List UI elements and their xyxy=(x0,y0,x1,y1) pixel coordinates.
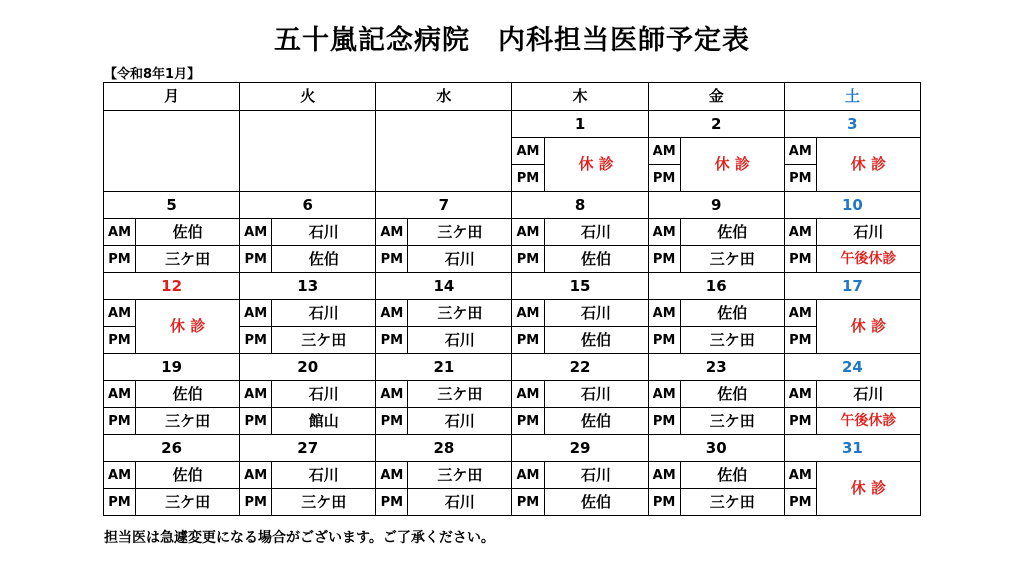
date-cell: 29 xyxy=(512,435,648,462)
am-label: AM xyxy=(376,381,408,408)
pm-label: PM xyxy=(784,165,816,192)
pm-label: PM xyxy=(784,327,816,354)
pm-label: PM xyxy=(376,489,408,516)
pm-doctor: 三ケ田 xyxy=(680,246,784,273)
pm-row xyxy=(104,489,921,516)
empty-day-cell xyxy=(376,138,512,192)
am-label: AM xyxy=(648,219,680,246)
date-cell: 5 xyxy=(104,192,240,219)
date-cell: 24 xyxy=(784,354,920,381)
closed-cell: 休 診 xyxy=(136,300,240,354)
am-label: AM xyxy=(784,300,816,327)
am-doctor: 石川 xyxy=(272,219,376,246)
empty-date-cell xyxy=(376,111,512,138)
date-row xyxy=(104,192,921,219)
date-cell: 9 xyxy=(648,192,784,219)
am-row xyxy=(104,381,921,408)
pm-label: PM xyxy=(240,327,272,354)
closed-cell: 休 診 xyxy=(816,300,920,354)
date-cell: 23 xyxy=(648,354,784,381)
am-doctor: 石川 xyxy=(272,462,376,489)
date-cell: 6 xyxy=(240,192,376,219)
pm-doctor: 三ケ田 xyxy=(680,489,784,516)
am-label: AM xyxy=(376,300,408,327)
date-row xyxy=(104,273,921,300)
date-cell: 19 xyxy=(104,354,240,381)
am-label: AM xyxy=(648,462,680,489)
am-label: AM xyxy=(512,462,544,489)
am-doctor: 三ケ田 xyxy=(408,219,512,246)
am-label: AM xyxy=(648,381,680,408)
am-doctor: 石川 xyxy=(272,300,376,327)
weekday-header: 水 xyxy=(376,83,512,111)
date-cell: 17 xyxy=(784,273,920,300)
am-label: AM xyxy=(104,219,136,246)
am-doctor: 石川 xyxy=(544,381,648,408)
pm-doctor: 佐伯 xyxy=(544,489,648,516)
pm-label: PM xyxy=(648,246,680,273)
am-doctor: 佐伯 xyxy=(680,381,784,408)
am-doctor: 三ケ田 xyxy=(408,300,512,327)
date-cell: 3 xyxy=(784,111,920,138)
am-label: AM xyxy=(376,462,408,489)
pm-doctor: 佐伯 xyxy=(544,246,648,273)
am-row xyxy=(104,300,921,327)
am-label: AM xyxy=(240,219,272,246)
pm-label: PM xyxy=(512,165,544,192)
empty-day-cell xyxy=(240,138,376,192)
pm-label: PM xyxy=(104,246,136,273)
pm-label: PM xyxy=(784,489,816,516)
am-label: AM xyxy=(648,300,680,327)
am-doctor: 石川 xyxy=(272,381,376,408)
closed-cell: 休 診 xyxy=(544,138,648,192)
am-doctor: 佐伯 xyxy=(680,219,784,246)
am-doctor: 佐伯 xyxy=(136,462,240,489)
pm-doctor: 石川 xyxy=(408,408,512,435)
am-label: AM xyxy=(376,219,408,246)
date-cell: 15 xyxy=(512,273,648,300)
pm-doctor: 石川 xyxy=(408,489,512,516)
am-row xyxy=(104,462,921,489)
pm-doctor: 石川 xyxy=(408,327,512,354)
am-row xyxy=(104,219,921,246)
date-cell: 2 xyxy=(648,111,784,138)
pm-doctor: 三ケ田 xyxy=(136,489,240,516)
am-label: AM xyxy=(648,138,680,165)
pm-label: PM xyxy=(376,246,408,273)
date-cell: 26 xyxy=(104,435,240,462)
date-cell: 8 xyxy=(512,192,648,219)
am-label: AM xyxy=(104,300,136,327)
doctor-schedule-table xyxy=(103,82,921,516)
pm-label: PM xyxy=(376,327,408,354)
pm-label: PM xyxy=(240,408,272,435)
pm-label: PM xyxy=(648,489,680,516)
period-label: 【令和8年1月】 xyxy=(104,67,201,82)
empty-date-cell xyxy=(104,111,240,138)
date-cell: 27 xyxy=(240,435,376,462)
date-cell: 28 xyxy=(376,435,512,462)
pm-label: PM xyxy=(648,165,680,192)
weekday-header: 金 xyxy=(648,83,784,111)
date-row xyxy=(104,435,921,462)
pm-doctor: 石川 xyxy=(408,246,512,273)
date-cell: 20 xyxy=(240,354,376,381)
pm-label: PM xyxy=(240,489,272,516)
am-label: AM xyxy=(104,381,136,408)
pm-doctor: 佐伯 xyxy=(272,246,376,273)
date-cell: 10 xyxy=(784,192,920,219)
date-row xyxy=(104,111,921,138)
am-label: AM xyxy=(240,381,272,408)
pm-label: PM xyxy=(240,246,272,273)
pm-label: PM xyxy=(784,408,816,435)
am-row xyxy=(104,138,921,165)
am-doctor: 佐伯 xyxy=(680,300,784,327)
pm-label: PM xyxy=(784,246,816,273)
pm-closed: 午後休診 xyxy=(816,246,920,273)
date-cell: 30 xyxy=(648,435,784,462)
pm-label: PM xyxy=(376,408,408,435)
pm-label: PM xyxy=(512,327,544,354)
am-doctor: 石川 xyxy=(544,462,648,489)
am-doctor: 三ケ田 xyxy=(408,462,512,489)
pm-row xyxy=(104,246,921,273)
am-label: AM xyxy=(784,219,816,246)
am-label: AM xyxy=(104,462,136,489)
closed-cell: 休 診 xyxy=(816,138,920,192)
pm-label: PM xyxy=(104,408,136,435)
pm-label: PM xyxy=(648,327,680,354)
am-doctor: 石川 xyxy=(816,219,920,246)
am-doctor: 三ケ田 xyxy=(408,381,512,408)
empty-day-cell xyxy=(104,138,240,192)
pm-doctor: 三ケ田 xyxy=(136,246,240,273)
pm-doctor: 三ケ田 xyxy=(272,327,376,354)
closed-cell: 休 診 xyxy=(680,138,784,192)
page-title: 五十嵐記念病院 内科担当医師予定表 xyxy=(274,25,750,56)
date-cell: 21 xyxy=(376,354,512,381)
date-row xyxy=(104,354,921,381)
am-label: AM xyxy=(240,300,272,327)
pm-doctor: 三ケ田 xyxy=(680,327,784,354)
date-cell: 12 xyxy=(104,273,240,300)
am-label: AM xyxy=(512,138,544,165)
pm-doctor: 三ケ田 xyxy=(680,408,784,435)
pm-label: PM xyxy=(512,408,544,435)
pm-row xyxy=(104,408,921,435)
pm-doctor: 三ケ田 xyxy=(136,408,240,435)
date-cell: 14 xyxy=(376,273,512,300)
am-doctor: 石川 xyxy=(816,381,920,408)
date-cell: 7 xyxy=(376,192,512,219)
pm-label: PM xyxy=(104,327,136,354)
am-doctor: 石川 xyxy=(544,219,648,246)
am-label: AM xyxy=(784,138,816,165)
date-cell: 1 xyxy=(512,111,648,138)
am-label: AM xyxy=(784,381,816,408)
pm-doctor: 三ケ田 xyxy=(272,489,376,516)
weekday-header: 木 xyxy=(512,83,648,111)
date-cell: 16 xyxy=(648,273,784,300)
pm-doctor: 館山 xyxy=(272,408,376,435)
empty-date-cell xyxy=(240,111,376,138)
am-label: AM xyxy=(512,219,544,246)
am-label: AM xyxy=(512,300,544,327)
weekday-header: 月 xyxy=(104,83,240,111)
am-doctor: 佐伯 xyxy=(680,462,784,489)
pm-label: PM xyxy=(512,489,544,516)
date-cell: 31 xyxy=(784,435,920,462)
pm-doctor: 佐伯 xyxy=(544,327,648,354)
footer-note: 担当医は急遽変更になる場合がございます。ご了承ください。 xyxy=(104,530,495,546)
pm-label: PM xyxy=(512,246,544,273)
date-cell: 13 xyxy=(240,273,376,300)
pm-closed: 午後休診 xyxy=(816,408,920,435)
weekday-header-row xyxy=(104,83,921,111)
weekday-header: 土 xyxy=(784,83,920,111)
pm-label: PM xyxy=(648,408,680,435)
am-doctor: 佐伯 xyxy=(136,219,240,246)
pm-doctor: 佐伯 xyxy=(544,408,648,435)
date-cell: 22 xyxy=(512,354,648,381)
am-label: AM xyxy=(240,462,272,489)
am-label: AM xyxy=(512,381,544,408)
closed-cell: 休 診 xyxy=(816,462,920,516)
pm-label: PM xyxy=(104,489,136,516)
am-doctor: 佐伯 xyxy=(136,381,240,408)
am-doctor: 石川 xyxy=(544,300,648,327)
weekday-header: 火 xyxy=(240,83,376,111)
am-label: AM xyxy=(784,462,816,489)
